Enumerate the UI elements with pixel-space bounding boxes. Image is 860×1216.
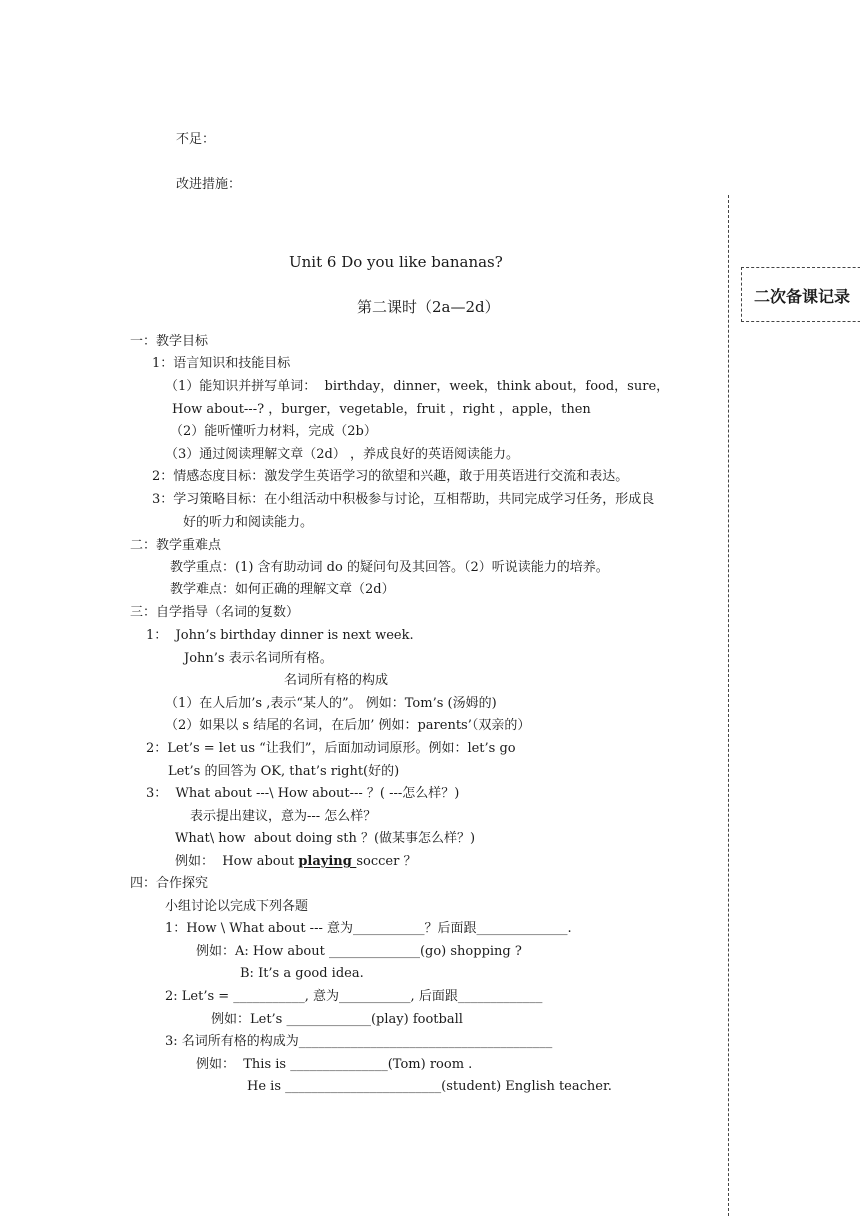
exercise-line: 2: Let’s = ___________, 意为___________, 后面跟_____________: [165, 989, 543, 1004]
unit-title: Unit 6 Do you like bananas?: [289, 253, 503, 271]
text-line: （1）能知识并拼写单词： birthday，dinner，week，think about，food，sure，: [165, 379, 670, 394]
example-suffix: soccer ？: [356, 854, 417, 869]
section-heading: 四：合作探究: [130, 876, 209, 891]
text-line: John’s 表示名词所有格。: [184, 651, 333, 666]
text-line: 1： John’s birthday dinner is next week.: [146, 628, 414, 643]
exercise-line: 3: 名词所有格的构成为_______________________________________: [165, 1034, 553, 1049]
text-line: 教学重点：(1) 含有助动词 do 的疑问句及其回答。（2）听说读能力的培养。: [170, 560, 609, 575]
exercise-line: 例如：A: How about ______________(go) shopping ?: [196, 944, 522, 959]
text-line: 2：情感态度目标：激发学生英语学习的欲望和兴趣，敢于用英语进行交流和表达。: [152, 469, 629, 484]
text-line: （3）通过阅读理解文章（2d） ，养成良好的英语阅读能力。: [165, 447, 519, 462]
margin-divider: [728, 195, 729, 1216]
text-line: （2）能听懂听力材料，完成（2b）: [170, 424, 377, 439]
text-line: How about---? ，burger，vegetable，fruit ，right ，apple，then: [172, 402, 591, 417]
section-heading: 三：自学指导（名词的复数）: [130, 605, 300, 620]
text-line: 名词所有格的构成: [284, 673, 389, 688]
exercise-line: B: It’s a good idea.: [240, 966, 364, 981]
text-line: 小组讨论以完成下列各题: [165, 899, 309, 914]
section-heading: 二：教学重难点: [130, 538, 222, 553]
text-line: 3： What about ---\ How about--- ？( ---怎么样？): [146, 786, 460, 801]
exercise-line: 1：How \ What about --- 意为___________？后面跟______________.: [165, 921, 572, 936]
secondary-notes-box: [741, 267, 860, 322]
text-line: 2：Let’s = let us “让我们”，后面加动词原形。例如：let’s go: [146, 741, 516, 756]
deficiency-label: 不足：: [176, 132, 216, 147]
text-line: Let’s 的回答为 OK, that’s right(好的): [168, 764, 400, 779]
text-line: 表示提出建议，意为--- 怎么样？: [190, 809, 377, 824]
text-line: 3：学习策略目标：在小组活动中积极参与讨论，互相帮助，共同完成学习任务，形成良: [152, 492, 655, 507]
exercise-line: He is ________________________(student) English teacher.: [247, 1079, 612, 1094]
text-line: （2）如果以 s 结尾的名词，在后加’ 例如：parents’（双亲的）: [165, 718, 531, 733]
example-line: [175, 853, 416, 871]
section-heading: 一：教学目标: [130, 334, 209, 349]
secondary-notes-label: 二次备课记录: [754, 287, 851, 306]
text-line: 教学难点：如何正确的理解文章（2d）: [170, 582, 395, 597]
improvement-label: 改进措施：: [176, 177, 242, 192]
text-line: 好的听力和阅读能力。: [183, 515, 314, 530]
underlined-word: playing: [298, 854, 357, 869]
text-line: 1：语言知识和技能目标: [152, 356, 291, 371]
lesson-title: 第二课时（2a—2d）: [357, 298, 500, 316]
exercise-line: 例如：Let’s _____________(play) football: [211, 1012, 463, 1027]
text-line: What\ how about doing sth ？(做某事怎么样？): [175, 831, 476, 846]
example-prefix: 例如： How about: [175, 854, 299, 869]
exercise-line: 例如： This is _______________(Tom) room .: [196, 1057, 473, 1072]
text-line: （1）在人后加’s ,表示“某人的”。 例如：Tom’s (汤姆的): [165, 696, 497, 711]
